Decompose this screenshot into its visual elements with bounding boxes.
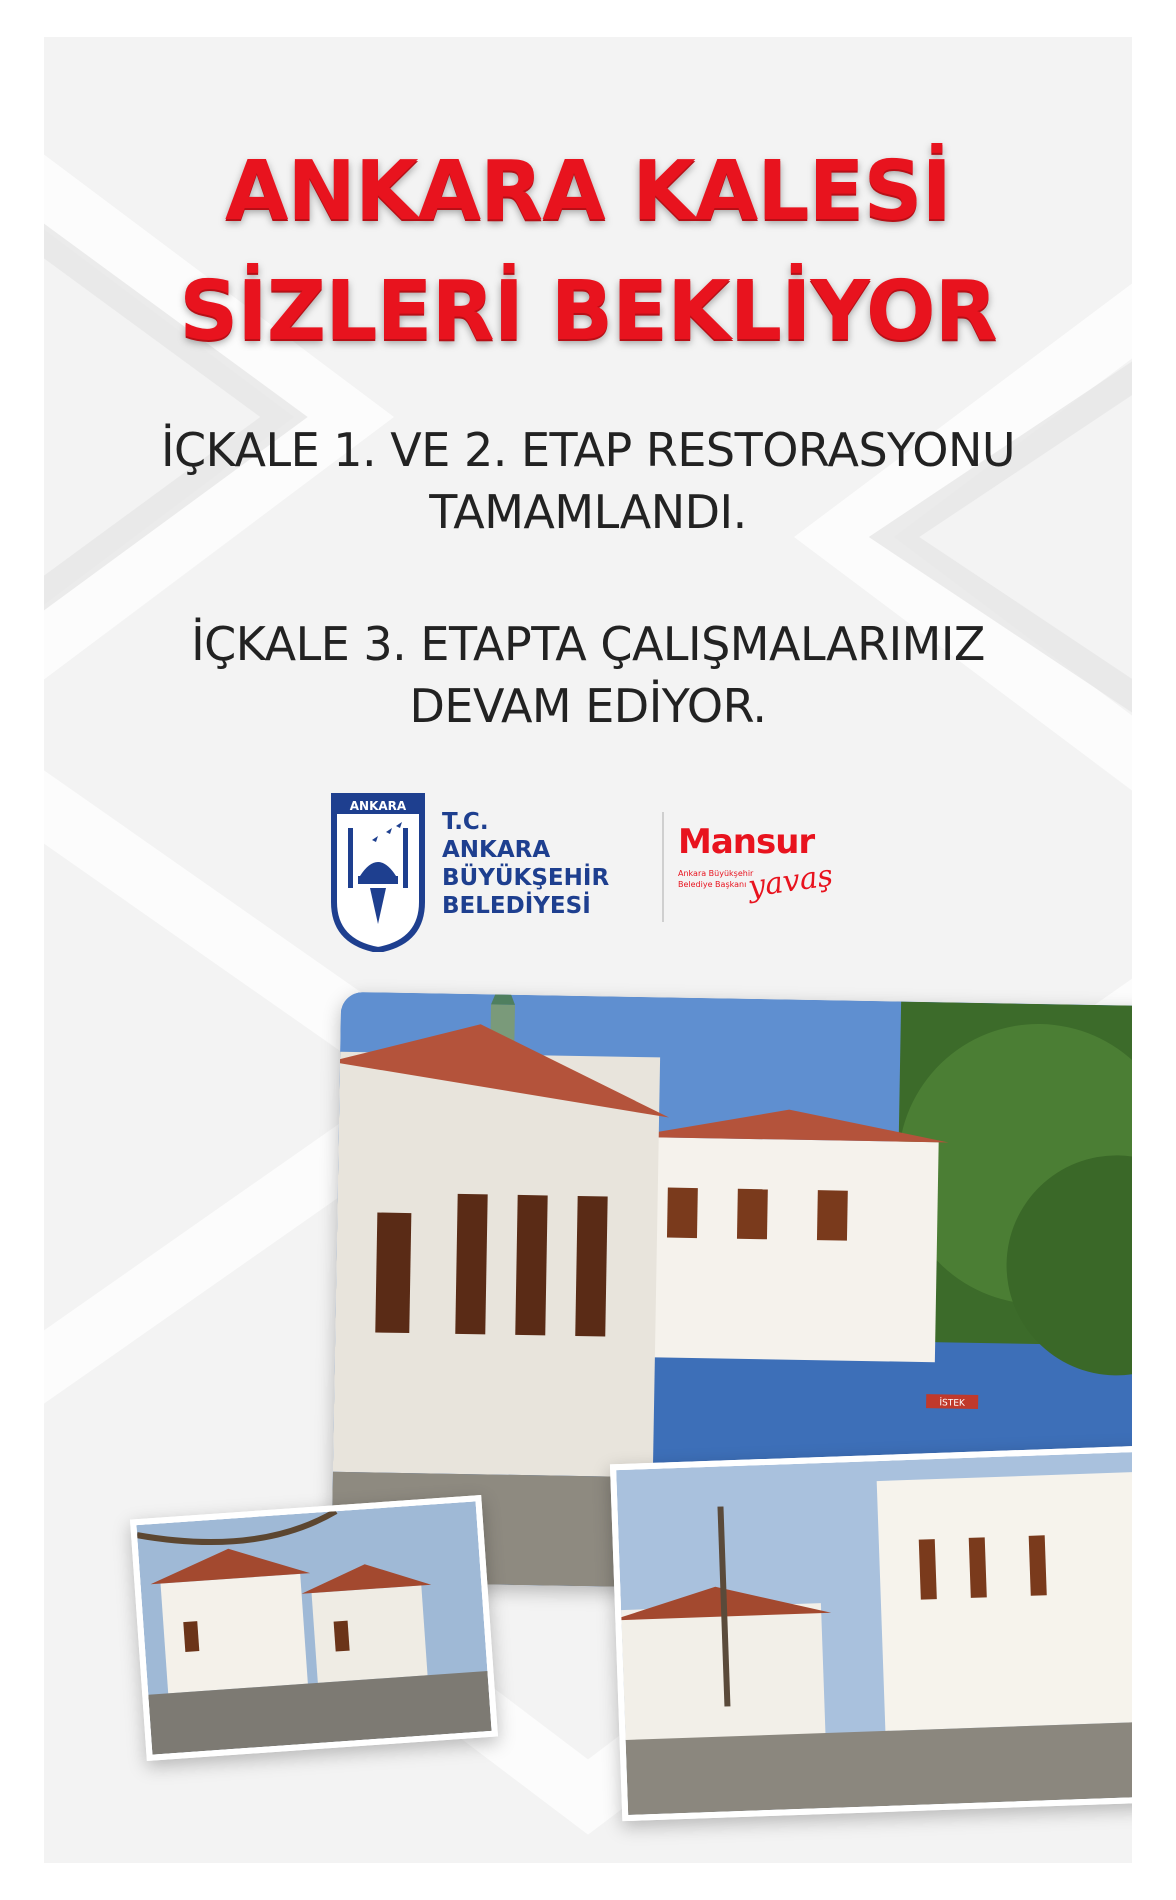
- mayor-name: Mansur: [678, 822, 815, 862]
- statement-2-line-1: İÇKALE 3. ETAPTA ÇALIŞMALARIMIZ: [191, 617, 985, 671]
- municipality-name: [442, 808, 642, 920]
- photo-right-street: [610, 1446, 1132, 1821]
- statement-2: [44, 613, 1132, 737]
- municipality-line-1: T.C.: [442, 809, 489, 835]
- headline-line-2: SİZLERİ BEKLİYOR: [179, 264, 997, 359]
- poster: [44, 37, 1132, 1863]
- statement-2-line-2: DEVAM EDİYOR.: [409, 679, 767, 733]
- street-sign: İSTEK: [939, 1398, 965, 1409]
- municipality-line-2: ANKARA: [442, 837, 551, 863]
- logo-divider: [662, 812, 664, 922]
- statement-1-line-2: TAMAMLANDI.: [429, 485, 747, 539]
- mayor-title-line-1: Ankara Büyükşehir: [678, 869, 754, 878]
- headline-line-1: ANKARA KALESİ: [224, 144, 952, 239]
- mayor-title-line-2: Belediye Başkanı: [678, 880, 747, 889]
- statement-1: [44, 419, 1132, 543]
- crest-label: ANKARA: [349, 799, 407, 813]
- photo-left-street: [130, 1495, 498, 1761]
- logo-area: [330, 792, 890, 992]
- ankara-crest-icon: [330, 792, 426, 952]
- mayor-signature: yavaş: [745, 858, 836, 905]
- municipality-line-3: BÜYÜKŞEHİR: [442, 865, 610, 891]
- statement-1-line-1: İÇKALE 1. VE 2. ETAP RESTORASYONU: [160, 423, 1016, 477]
- municipality-line-4: BELEDİYESİ: [442, 893, 591, 919]
